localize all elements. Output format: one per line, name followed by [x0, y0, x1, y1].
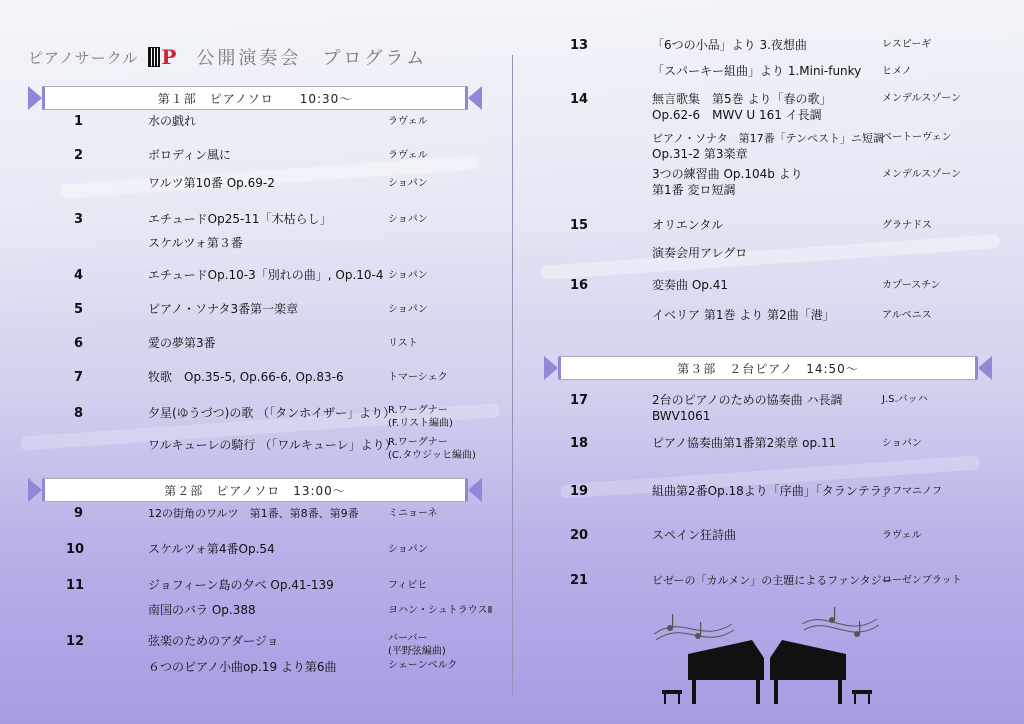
section-1-banner: [42, 86, 468, 110]
piece-title: 水の戯れ: [148, 114, 197, 128]
composer: アルベニス: [882, 310, 932, 321]
item-number: 8: [74, 406, 84, 421]
composer: レスピーギ: [882, 39, 932, 50]
composer: ミニョーネ: [388, 508, 438, 519]
composer: リスト: [388, 338, 418, 349]
composer: グラナドス: [882, 220, 932, 231]
piece-title: 組曲第2番Op.18より「序曲」「タランテラ」: [652, 484, 894, 498]
section-2-label: 第２部 ピアノソロ 13:00～: [164, 484, 346, 498]
item-number: 9: [74, 506, 84, 521]
grand-pianos-illustration: [652, 604, 882, 712]
piece-title-line2: Op.31-2 第3楽章: [652, 147, 748, 161]
item-number: 11: [66, 578, 85, 593]
piece-title: 「スパーキー組曲」より 1.Mini-funky: [652, 64, 862, 78]
composer: バーバー: [388, 633, 428, 644]
page-title: 公開演奏会 プログラム: [196, 48, 428, 69]
piece-title: イベリア 第1巻 より 第2曲「港」: [652, 308, 835, 322]
item-number: 18: [570, 436, 589, 451]
composer: トマーシェク: [388, 372, 448, 383]
item-number: 2: [74, 148, 84, 163]
music-notes-icon: [654, 619, 879, 640]
piece-title: ワルキューレの騎行 （「ワルキューレ」より）: [148, 438, 397, 452]
piece-title: スペイン狂詩曲: [652, 528, 737, 542]
composer: ショパン: [882, 438, 922, 449]
composer: ラフマニノフ: [882, 486, 942, 497]
piece-title: 変奏曲 Op.41: [652, 278, 728, 292]
item-number: 6: [74, 336, 84, 351]
item-number: 4: [74, 268, 84, 283]
composer: フィビヒ: [388, 580, 428, 591]
grand-piano-right-icon: [770, 640, 872, 704]
piece-title: 演奏会用アレグロ: [652, 246, 748, 260]
composer: ショパン: [388, 214, 428, 225]
piece-title: ボロディン風に: [148, 148, 232, 162]
page-header: [28, 44, 427, 70]
section-2-banner: [42, 478, 468, 502]
piece-title: ６つのピアノ小曲op.19 より第6曲: [148, 660, 337, 674]
logo-letter: P: [161, 45, 177, 69]
composer: シェーンベルク: [388, 660, 458, 671]
item-number: 5: [74, 302, 84, 317]
item-number: 12: [66, 634, 85, 649]
arranger-note: (F.リスト編曲): [388, 418, 453, 429]
piece-title: 南国のバラ Op.388: [148, 603, 256, 617]
piece-title: ピアノ・ソナタ3番第一楽章: [148, 302, 299, 316]
composer: J.S.バッハ: [882, 394, 928, 405]
composer: ヨハン・シュトラウスⅡ: [388, 605, 493, 616]
piece-title: スケルツォ第３番: [148, 236, 243, 250]
item-number: 16: [570, 278, 589, 293]
composer: ショパン: [388, 270, 428, 281]
item-number: 13: [570, 38, 589, 53]
piece-title: ジョフィーン島の夕べ Op.41-139: [148, 578, 334, 592]
item-number: 17: [570, 393, 589, 408]
composer: ショパン: [388, 178, 428, 189]
grand-piano-left-icon: [662, 640, 764, 704]
piece-title: ピアノ・ソナタ 第17番「テンペスト」ニ短調: [652, 132, 885, 145]
piece-title: ピアノ協奏曲第1番第2楽章 op.11: [652, 436, 837, 450]
piece-title: 愛の夢第3番: [148, 336, 216, 350]
composer: メンデルスゾーン: [882, 169, 961, 180]
item-number: 10: [66, 542, 85, 557]
item-number: 20: [570, 528, 589, 543]
piece-title: 牧歌 Op.35-5, Op.66-6, Op.83-6: [148, 370, 344, 384]
section-3-label: 第３部 ２台ピアノ 14:50～: [677, 362, 859, 376]
piece-title: ビゼーの「カルメン」の主題によるファンタジー: [652, 574, 893, 587]
circle-logo: [148, 47, 176, 67]
composer: ラヴェル: [388, 116, 428, 127]
piece-title: 「6つの小品」より 3.夜想曲: [652, 38, 807, 52]
piece-title: 弦楽のためのアダージョ: [148, 634, 279, 648]
keyboard-icon: [148, 47, 160, 67]
item-number: 1: [74, 114, 84, 129]
piece-title: スケルツォ第4番Op.54: [148, 542, 275, 556]
piece-title: 2台のピアノのための協奏曲 ハ長調: [652, 393, 843, 407]
composer: ベートーヴェン: [882, 132, 952, 143]
brush-streak: [540, 234, 1000, 280]
piece-title: オリエンタル: [652, 218, 724, 232]
circle-name: ピアノサークル: [28, 48, 139, 67]
piece-title-line2: 第1番 変ロ短調: [652, 183, 736, 197]
composer: ショパン: [388, 304, 428, 315]
section-1-label: 第１部 ピアノソロ 10:30～: [157, 92, 353, 106]
composer: ローゼンブラット: [882, 575, 962, 586]
item-number: 21: [570, 573, 589, 588]
item-number: 14: [570, 92, 589, 107]
composer: カプースチン: [882, 280, 941, 291]
piece-title: 3つの練習曲 Op.104b より: [652, 167, 803, 181]
column-divider: [512, 55, 513, 695]
item-number: 7: [74, 370, 84, 385]
section-3-banner: [558, 356, 978, 380]
composer: ラヴェル: [388, 150, 428, 161]
composer: R.ワーグナー: [388, 437, 448, 448]
composer: R.ワーグナー: [388, 405, 448, 416]
piece-title: 12の街角のワルツ 第1番、第8番、第9番: [148, 507, 359, 520]
piece-title: 夕星(ゆうづつ)の歌 （「タンホイザー」より）: [148, 406, 396, 420]
arranger-note: (C.タウジッヒ編曲): [388, 450, 476, 461]
item-number: 15: [570, 218, 589, 233]
arranger-note: (平野弦編曲): [388, 646, 446, 657]
composer: ヒメノ: [882, 66, 912, 77]
item-number: 19: [570, 484, 589, 499]
piece-title: エチュードOp25-11「木枯らし」: [148, 212, 332, 226]
item-number: 3: [74, 212, 84, 227]
piece-title: 無言歌集 第5巻 より「春の歌」: [652, 92, 832, 106]
composer: メンデルスゾーン: [882, 93, 961, 104]
piece-title-line2: Op.62-6 MWV U 161 イ長調: [652, 108, 822, 122]
piece-title: ワルツ第10番 Op.69-2: [148, 176, 275, 190]
piece-title: エチュードOp.10-3「別れの曲」, Op.10-4: [148, 268, 384, 282]
piece-title-line2: BWV1061: [652, 409, 711, 423]
composer: ラヴェル: [882, 530, 922, 541]
composer: ショパン: [388, 544, 428, 555]
